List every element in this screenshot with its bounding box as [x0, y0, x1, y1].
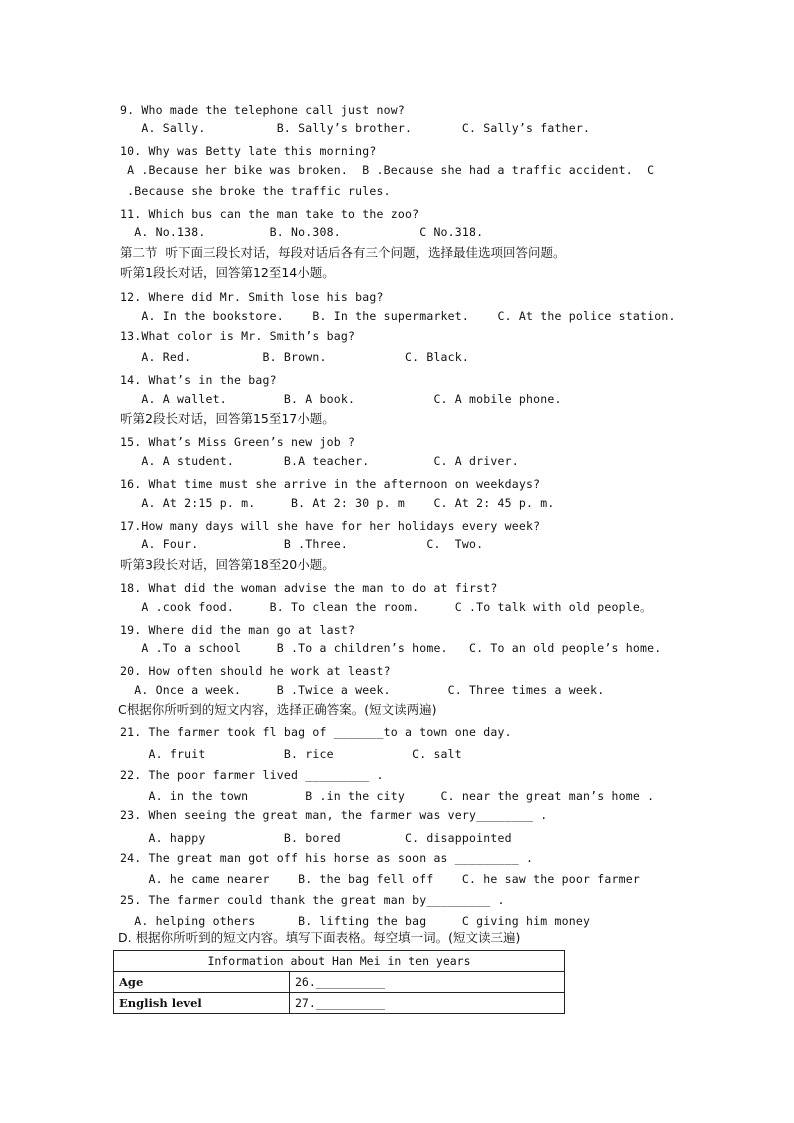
question-12: 12. Where did Mr. Smith lose his bag? [120, 290, 384, 304]
question-22-options: A. in the town B .in the city C. near the great man’s home . [120, 789, 655, 803]
question-25-options: A. helping others B. lifting the bag C giving him money [120, 914, 591, 928]
row-label-age: Age [114, 972, 290, 993]
dialogue-3-instruction: 听第3段长对话，回答第18至20小题。 [120, 557, 335, 572]
answer-blank-27[interactable]: 27.__________ [290, 993, 565, 1014]
question-24: 24. The great man got off his horse as soon as _________ . [120, 851, 534, 865]
question-22: 22. The poor farmer lived _________ . [120, 768, 384, 782]
question-15-options: A. A student. B.A teacher. C. A driver. [120, 454, 519, 468]
question-14-options: A. A wallet. B. A book. C. A mobile phone. [120, 392, 562, 406]
question-23: 23. When seeing the great man, the farmer was very________ . [120, 808, 548, 822]
question-15: 15. What’s Miss Green’s new job ? [120, 435, 356, 449]
question-19: 19. Where did the man go at last? [120, 623, 356, 637]
information-table [113, 950, 565, 1014]
question-17: 17.How many days will she have for her holidays every week? [120, 519, 541, 533]
dialogue-1-instruction: 听第1段长对话，回答第12至14小题。 [120, 265, 335, 280]
question-25: 25. The farmer could thank the great man by_________ . [120, 893, 505, 907]
question-16-options: A. At 2:15 p. m. B. At 2: 30 p. m C. At 2: 45 p. m. [120, 496, 555, 510]
question-13-options: A. Red. B. Brown. C. Black. [120, 350, 470, 364]
question-23-options: A. happy B. bored C. disappointed [120, 831, 512, 845]
question-18-options: A .cook food. B. To clean the room. C .To talk with old people。 [120, 600, 652, 614]
section-d-heading: D. 根据你所听到的短文内容。填写下面表格。每空填一词。(短文读三遍) [118, 930, 521, 945]
question-10-options-line2: .Because she broke the traffic rules. [120, 184, 391, 198]
table-title: Information about Han Mei in ten years [114, 951, 565, 972]
section-c-heading: C根据你所听到的短文内容，选择正确答案。(短文读两遍) [118, 702, 437, 717]
question-19-options: A .To a school B .To a children’s home. C. To an old people’s home. [120, 641, 662, 655]
question-12-options: A. In the bookstore. B. In the supermarket. C. At the police station. [120, 309, 676, 323]
question-13: 13.What color is Mr. Smith’s bag? [120, 329, 356, 343]
question-24-options: A. he came nearer B. the bag fell off C. he saw the poor farmer [120, 872, 641, 886]
table-row [114, 972, 565, 993]
question-9-options: A. Sally. B. Sally’s brother. C. Sally’s father. [120, 121, 591, 135]
question-11-options: A. No.138. B. No.308. C No.318. [120, 225, 484, 239]
question-21: 21. The farmer took fl bag of _______to a town one day. [120, 725, 512, 739]
table-row [114, 993, 565, 1014]
question-21-options: A. fruit B. rice C. salt [120, 747, 462, 761]
question-10: 10. Why was Betty late this morning? [120, 144, 377, 158]
answer-blank-26[interactable]: 26.__________ [290, 972, 565, 993]
question-20: 20. How often should he work at least? [120, 664, 391, 678]
question-17-options: A. Four. B .Three. C. Two. [120, 537, 484, 551]
question-9: 9. Who made the telephone call just now? [120, 103, 405, 117]
question-14: 14. What’s in the bag? [120, 373, 277, 387]
question-10-options-line1: A .Because her bike was broken. B .Because she had a traffic accident. C [120, 163, 655, 177]
question-16: 16. What time must she arrive in the afternoon on weekdays? [120, 477, 541, 491]
row-label-english-level: English level [114, 993, 290, 1014]
dialogue-2-instruction: 听第2段长对话，回答第15至17小题。 [120, 411, 335, 426]
question-18: 18. What did the woman advise the man to do at first? [120, 581, 498, 595]
table-header-row [114, 951, 565, 972]
question-20-options: A. Once a week. B .Twice a week. C. Three times a week. [120, 683, 605, 697]
question-11: 11. Which bus can the man take to the zoo? [120, 207, 420, 221]
section-2-heading: 第二节 听下面三段长对话，每段对话后各有三个问题，选择最佳选项回答问题。 [120, 245, 566, 260]
